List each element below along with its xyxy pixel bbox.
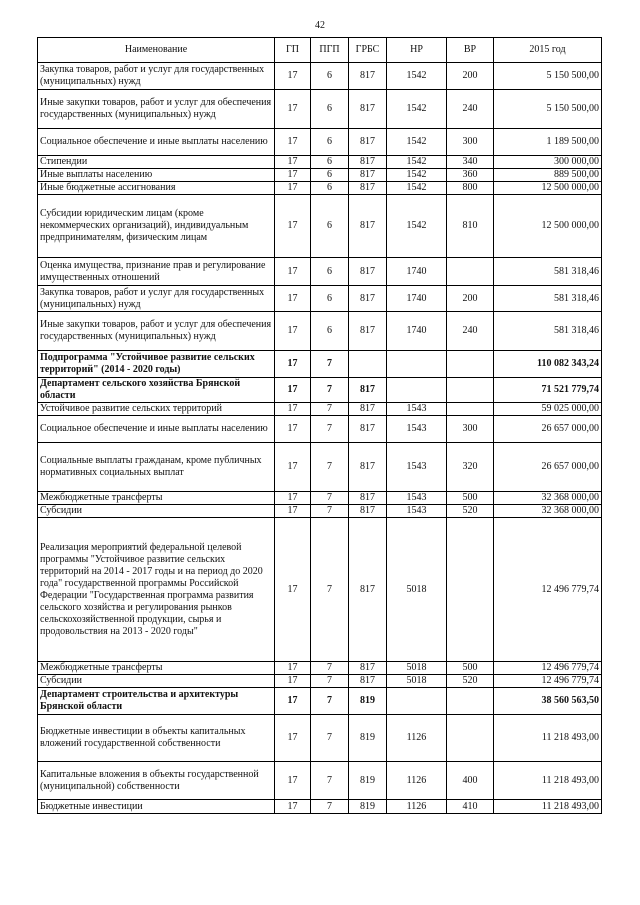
table-cell-grbs: 817 <box>349 286 387 312</box>
table-cell-gp: 17 <box>275 182 311 195</box>
table-cell-name: Устойчивое развитие сельских территорий <box>38 403 275 416</box>
table-cell-grbs: 817 <box>349 182 387 195</box>
table-row <box>38 156 602 169</box>
table-cell-grbs: 817 <box>349 258 387 286</box>
table-cell-amount: 32 368 000,00 <box>494 505 602 518</box>
table-cell-name: Межбюджетные трансферты <box>38 492 275 505</box>
table-cell-pgp: 6 <box>311 195 349 258</box>
table-row <box>38 169 602 182</box>
table-cell-pgp: 7 <box>311 762 349 800</box>
table-cell-pgp: 7 <box>311 505 349 518</box>
table-cell-grbs: 817 <box>349 129 387 156</box>
table-cell-nr: 1543 <box>387 403 447 416</box>
table-cell-name: Межбюджетные трансферты <box>38 662 275 675</box>
table-row <box>38 688 602 715</box>
table-cell-amount: 889 500,00 <box>494 169 602 182</box>
table-cell-nr: 1543 <box>387 416 447 443</box>
table-cell-vr <box>447 403 494 416</box>
table-row <box>38 312 602 351</box>
col-header-grbs: ГРБС <box>349 38 387 63</box>
table-cell-gp: 17 <box>275 312 311 351</box>
table-cell-name: Реализация мероприятий федеральной целевой программы "Устойчивое развитие сельских территорий на 2014 - 2017 годы и на период до 2020 года" государственной программы Российской Федерации "Государственная программа развития сельского хозяйства и регулирования рынков сельскохозяйственной продукции, сырья и продовольствия на 2013 - 2020 годы" <box>38 518 275 662</box>
table-cell-grbs: 817 <box>349 195 387 258</box>
budget-table <box>37 37 602 814</box>
table-cell-vr: 810 <box>447 195 494 258</box>
table-cell-nr: 1542 <box>387 156 447 169</box>
table-cell-pgp: 6 <box>311 286 349 312</box>
table-cell-grbs: 817 <box>349 505 387 518</box>
table-cell-pgp: 7 <box>311 800 349 814</box>
table-cell-amount: 38 560 563,50 <box>494 688 602 715</box>
table-row <box>38 90 602 129</box>
table-cell-nr: 1740 <box>387 312 447 351</box>
table-cell-amount: 71 521 779,74 <box>494 378 602 403</box>
table-cell-pgp: 7 <box>311 351 349 378</box>
table-cell-amount: 5 150 500,00 <box>494 63 602 90</box>
table-cell-nr: 1542 <box>387 169 447 182</box>
table-cell-pgp: 6 <box>311 129 349 156</box>
table-cell-amount: 1 189 500,00 <box>494 129 602 156</box>
table-row <box>38 675 602 688</box>
table-cell-grbs: 817 <box>349 403 387 416</box>
col-header-name: Наименование <box>38 38 275 63</box>
table-cell-gp: 17 <box>275 129 311 156</box>
table-cell-grbs: 817 <box>349 492 387 505</box>
table-row <box>38 403 602 416</box>
table-cell-vr <box>447 688 494 715</box>
table-cell-nr: 1542 <box>387 90 447 129</box>
table-row <box>38 195 602 258</box>
table-cell-nr: 1740 <box>387 286 447 312</box>
table-cell-gp: 17 <box>275 258 311 286</box>
table-cell-nr <box>387 688 447 715</box>
table-cell-pgp: 7 <box>311 403 349 416</box>
table-cell-grbs: 817 <box>349 443 387 492</box>
table-cell-name: Социальное обеспечение и иные выплаты населению <box>38 129 275 156</box>
table-cell-grbs: 817 <box>349 662 387 675</box>
col-header-pgp: ПГП <box>311 38 349 63</box>
table-cell-nr <box>387 351 447 378</box>
table-cell-nr: 1543 <box>387 505 447 518</box>
table-cell-gp: 17 <box>275 156 311 169</box>
table-cell-name: Социальные выплаты гражданам, кроме публичных нормативных социальных выплат <box>38 443 275 492</box>
table-cell-pgp: 6 <box>311 156 349 169</box>
table-cell-vr: 500 <box>447 492 494 505</box>
table-cell-amount: 12 500 000,00 <box>494 195 602 258</box>
table-cell-pgp: 7 <box>311 443 349 492</box>
table-cell-pgp: 7 <box>311 492 349 505</box>
table-row <box>38 378 602 403</box>
table-cell-gp: 17 <box>275 378 311 403</box>
table-cell-gp: 17 <box>275 351 311 378</box>
table-cell-name: Субсидии <box>38 675 275 688</box>
table-cell-pgp: 6 <box>311 312 349 351</box>
table-cell-pgp: 7 <box>311 688 349 715</box>
table-cell-name: Социальное обеспечение и иные выплаты населению <box>38 416 275 443</box>
table-cell-gp: 17 <box>275 662 311 675</box>
table-cell-gp: 17 <box>275 492 311 505</box>
table-row <box>38 286 602 312</box>
table-cell-name: Оценка имущества, признание прав и регулирование имущественных отношений <box>38 258 275 286</box>
table-cell-nr <box>387 378 447 403</box>
table-row <box>38 800 602 814</box>
table-cell-name: Закупка товаров, работ и услуг для государственных (муниципальных) нужд <box>38 286 275 312</box>
table-cell-pgp: 7 <box>311 662 349 675</box>
table-cell-pgp: 7 <box>311 518 349 662</box>
table-cell-gp: 17 <box>275 195 311 258</box>
table-cell-name: Департамент сельского хозяйства Брянской области <box>38 378 275 403</box>
table-cell-gp: 17 <box>275 169 311 182</box>
table-cell-name: Иные выплаты населению <box>38 169 275 182</box>
table-cell-vr: 300 <box>447 416 494 443</box>
table-cell-vr: 320 <box>447 443 494 492</box>
table-cell-pgp: 7 <box>311 675 349 688</box>
table-cell-name: Субсидии <box>38 505 275 518</box>
table-cell-name: Бюджетные инвестиции <box>38 800 275 814</box>
table-cell-nr: 1126 <box>387 762 447 800</box>
table-cell-pgp: 7 <box>311 715 349 762</box>
table-cell-grbs: 817 <box>349 156 387 169</box>
col-header-vr: ВР <box>447 38 494 63</box>
table-row <box>38 443 602 492</box>
table-cell-nr: 1542 <box>387 182 447 195</box>
table-cell-nr: 1542 <box>387 195 447 258</box>
table-row <box>38 129 602 156</box>
table-cell-vr: 200 <box>447 63 494 90</box>
table-cell-amount: 12 496 779,74 <box>494 518 602 662</box>
table-cell-name: Капитальные вложения в объекты государственной (муниципальной) собственности <box>38 762 275 800</box>
table-cell-pgp: 6 <box>311 258 349 286</box>
table-cell-amount: 12 496 779,74 <box>494 662 602 675</box>
table-cell-vr <box>447 378 494 403</box>
table-cell-grbs: 819 <box>349 800 387 814</box>
table-cell-nr: 1543 <box>387 443 447 492</box>
table-row <box>38 258 602 286</box>
table-cell-amount: 12 500 000,00 <box>494 182 602 195</box>
table-cell-grbs: 817 <box>349 675 387 688</box>
table-cell-name: Иные закупки товаров, работ и услуг для обеспечения государственных (муниципальных) нужд <box>38 90 275 129</box>
table-cell-amount: 581 318,46 <box>494 312 602 351</box>
table-cell-nr: 5018 <box>387 518 447 662</box>
table-cell-name: Закупка товаров, работ и услуг для государственных (муниципальных) нужд <box>38 63 275 90</box>
table-cell-pgp: 6 <box>311 169 349 182</box>
table-cell-grbs <box>349 351 387 378</box>
col-header-nr: НР <box>387 38 447 63</box>
table-cell-vr: 240 <box>447 90 494 129</box>
table-row <box>38 416 602 443</box>
table-cell-pgp: 6 <box>311 182 349 195</box>
table-cell-nr: 1126 <box>387 800 447 814</box>
table-cell-gp: 17 <box>275 675 311 688</box>
table-cell-amount: 32 368 000,00 <box>494 492 602 505</box>
table-cell-gp: 17 <box>275 443 311 492</box>
table-row <box>38 351 602 378</box>
table-cell-grbs: 817 <box>349 518 387 662</box>
table-cell-amount: 11 218 493,00 <box>494 715 602 762</box>
table-cell-nr: 1126 <box>387 715 447 762</box>
table-cell-grbs: 819 <box>349 715 387 762</box>
table-cell-gp: 17 <box>275 63 311 90</box>
table-cell-nr: 1543 <box>387 492 447 505</box>
table-cell-pgp: 7 <box>311 416 349 443</box>
table-cell-name: Иные бюджетные ассигнования <box>38 182 275 195</box>
table-cell-gp: 17 <box>275 505 311 518</box>
header-row <box>38 38 602 63</box>
table-cell-amount: 11 218 493,00 <box>494 800 602 814</box>
table-cell-grbs: 817 <box>349 90 387 129</box>
table-cell-vr: 520 <box>447 505 494 518</box>
table-row <box>38 492 602 505</box>
table-cell-pgp: 6 <box>311 90 349 129</box>
table-cell-amount: 26 657 000,00 <box>494 416 602 443</box>
table-cell-nr: 1542 <box>387 63 447 90</box>
table-cell-vr: 240 <box>447 312 494 351</box>
table-cell-vr <box>447 518 494 662</box>
table-cell-name: Подпрограмма "Устойчивое развитие сельских территорий" (2014 - 2020 годы) <box>38 351 275 378</box>
table-cell-amount: 581 318,46 <box>494 258 602 286</box>
table-row <box>38 518 602 662</box>
table-cell-vr <box>447 258 494 286</box>
table-cell-gp: 17 <box>275 715 311 762</box>
table-cell-vr: 410 <box>447 800 494 814</box>
table-cell-vr: 340 <box>447 156 494 169</box>
table-row <box>38 662 602 675</box>
table-cell-grbs: 819 <box>349 762 387 800</box>
page-number: 42 <box>315 20 325 31</box>
table-cell-nr: 5018 <box>387 662 447 675</box>
table-row <box>38 182 602 195</box>
table-cell-vr: 300 <box>447 129 494 156</box>
table-row <box>38 63 602 90</box>
table-cell-amount: 300 000,00 <box>494 156 602 169</box>
table-cell-grbs: 817 <box>349 169 387 182</box>
table-cell-amount: 110 082 343,24 <box>494 351 602 378</box>
table-cell-amount: 581 318,46 <box>494 286 602 312</box>
table-cell-gp: 17 <box>275 416 311 443</box>
table-cell-amount: 59 025 000,00 <box>494 403 602 416</box>
table-cell-gp: 17 <box>275 800 311 814</box>
table-cell-gp: 17 <box>275 403 311 416</box>
table-cell-nr: 1542 <box>387 129 447 156</box>
table-cell-vr: 200 <box>447 286 494 312</box>
table-cell-amount: 12 496 779,74 <box>494 675 602 688</box>
table-cell-vr: 400 <box>447 762 494 800</box>
table-cell-gp: 17 <box>275 90 311 129</box>
table-row <box>38 505 602 518</box>
col-header-year: 2015 год <box>494 38 602 63</box>
table-cell-vr <box>447 715 494 762</box>
table-cell-grbs: 819 <box>349 688 387 715</box>
table-cell-name: Департамент строительства и архитектуры Брянской области <box>38 688 275 715</box>
table-row <box>38 762 602 800</box>
table-cell-grbs: 817 <box>349 416 387 443</box>
table-cell-name: Субсидии юридическим лицам (кроме некоммерческих организаций), индивидуальным предпринимателям, физическим лицам <box>38 195 275 258</box>
table-cell-nr: 5018 <box>387 675 447 688</box>
table-cell-vr: 520 <box>447 675 494 688</box>
table-cell-pgp: 6 <box>311 63 349 90</box>
table-cell-name: Стипендии <box>38 156 275 169</box>
table-cell-grbs: 817 <box>349 378 387 403</box>
table-row <box>38 715 602 762</box>
table-cell-gp: 17 <box>275 518 311 662</box>
table-cell-amount: 5 150 500,00 <box>494 90 602 129</box>
table-cell-amount: 26 657 000,00 <box>494 443 602 492</box>
table-cell-vr: 360 <box>447 169 494 182</box>
table-cell-grbs: 817 <box>349 63 387 90</box>
table-cell-nr: 1740 <box>387 258 447 286</box>
table-cell-pgp: 7 <box>311 378 349 403</box>
table-cell-vr: 500 <box>447 662 494 675</box>
table-cell-vr <box>447 351 494 378</box>
table-cell-vr: 800 <box>447 182 494 195</box>
table-cell-name: Бюджетные инвестиции в объекты капитальных вложений государственной собственности <box>38 715 275 762</box>
table-cell-grbs: 817 <box>349 312 387 351</box>
table-cell-amount: 11 218 493,00 <box>494 762 602 800</box>
table-cell-name: Иные закупки товаров, работ и услуг для обеспечения государственных (муниципальных) нужд <box>38 312 275 351</box>
table-cell-gp: 17 <box>275 688 311 715</box>
col-header-gp: ГП <box>275 38 311 63</box>
table-cell-gp: 17 <box>275 762 311 800</box>
table-cell-gp: 17 <box>275 286 311 312</box>
